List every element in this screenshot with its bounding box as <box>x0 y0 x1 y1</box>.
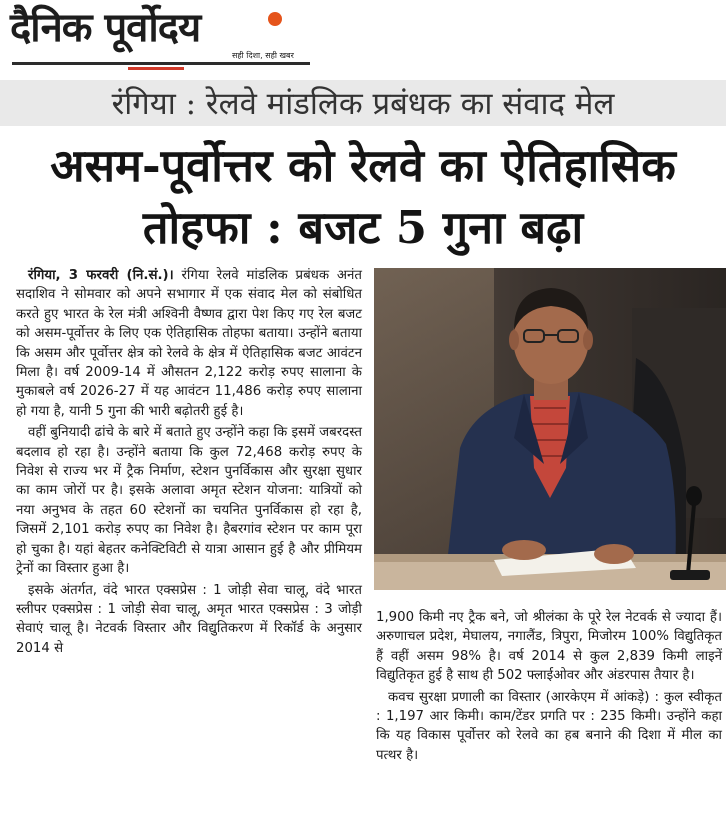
masthead-mini-bar <box>128 67 184 70</box>
masthead <box>10 4 310 72</box>
article-paragraph-1-text: रंगिया रेलवे मांडलिक प्रबंधक अनंत सदाशिव ने सोमवार को अपने सभागार में एक संवाद मेल को संबोधित करते हुए भारत के रेल मंत्री अश्विनी वैष्णव द्वारा पेश किए गए रेल बजट को असम-पूर्वोत्तर के लिए एक ऐतिहासिक तोहफा बताया। उन्होंने बताया कि असम और पूर्वोत्तर क्षेत्र को रेलवे के क्षेत्र में ऐतिहासिक बजट आवंटन मिला है। वर्ष 2009-14 में औसतन 2,122 करोड़ रुपए सालाना के मुकाबले वर्ष 2026-27 में यह आवंटन 11,486 करोड़ रुपए सालाना हो गया है, यानी 5 गुना की भारी बढ़ोतरी हुई है। <box>16 268 362 419</box>
official-at-desk-photo-icon <box>374 268 726 590</box>
article-column-right <box>376 608 722 765</box>
article-photo <box>374 268 726 590</box>
article-column-left <box>16 266 362 658</box>
dateline: रंगिया, 3 फरवरी (नि.सं.)। <box>28 268 174 283</box>
article-paragraph-1 <box>16 266 362 421</box>
article-paragraph-3: इसके अंतर्गत, वंदे भारत एक्सप्रेस : 1 जोड़ी सेवा चालू, वंदे भारत स्लीपर एक्सप्रेस : 1 जोड़ी सेवा चालू, अमृत भारत एक्सप्रेस : 3 जोड़ी सेवाएं चालू है। नेटवर्क विस्तार और विद्युतिकरण में रिकॉर्ड के अनुसार 2014 से <box>16 582 362 656</box>
logo-accent-dot <box>268 12 282 26</box>
article-paragraph-2: वहीं बुनियादी ढांचे के बारे में बताते हुए उन्होंने कहा कि इसमें जबरदस्त बदलाव हो रहा है। उन्होंने बताया कि कुल 72,468 करोड़ रुपए के निवेश से राज्य भर में ट्रैक निर्माण, स्टेशन पुनर्विकास और सुरक्षा सुधार का काम जोरों पर है। इसके अलावा अमृत स्टेशन योजना: यात्रियों को नया अनुभव के तहत 60 स्टेशनों का चयनित पुनर्विकास हो रहा है, जिसमें 2,101 करोड़ रुपए का निवेश है। हैबरगांव स्टेशन पर काम पूरा हो चुका है। यहां बेहतर कनेक्टिविटी से यात्रा आसान हुई है और प्रीमियम ट्रेनों का विस्तार हुआ है। <box>16 425 362 577</box>
article-paragraph-4: 1,900 किमी नए ट्रैक बने, जो श्रीलंका के पूरे रेल नेटवर्क से ज्यादा हैं। अरुणाचल प्रदेश, मेघालय, नगालैंड, त्रिपुरा, मिजोरम 100% विद्युतिकृत हैं वहीं असम 98% है। वर्ष 2014 से कुल 2,839 किमी लाइनें विद्युतिकृत हुई है साथ ही 502 फ्लाईओवर और अंडरपास तैयार है। <box>376 610 722 684</box>
article-paragraph-5: कवच सुरक्षा प्रणाली का विस्तार (आरकेएम में आंकड़े) : कुल स्वीकृत : 1,197 आर किमी। काम/टेंडर प्रगति पर : 235 किमी। उन्होंने कहा कि यह विकास पूर्वोत्तर को रेलवे का हब बनाने की दिशा में मील का पत्थर है। <box>376 689 722 763</box>
newspaper-tagline: सही दिशा, सही खबर <box>232 51 294 60</box>
strap-line: रंगिया : रेलवे मांडलिक प्रबंधक का संवाद मेल <box>0 80 726 126</box>
newspaper-logo: दैनिक पूर्वोदय <box>10 4 201 51</box>
masthead-rule <box>12 62 310 65</box>
headline-line-2: तोहफा : बजट 5 गुना बढ़ा <box>142 201 584 254</box>
headline-line-1: असम-पूर्वोत्तर को रेलवे का ऐतिहासिक <box>50 139 676 192</box>
